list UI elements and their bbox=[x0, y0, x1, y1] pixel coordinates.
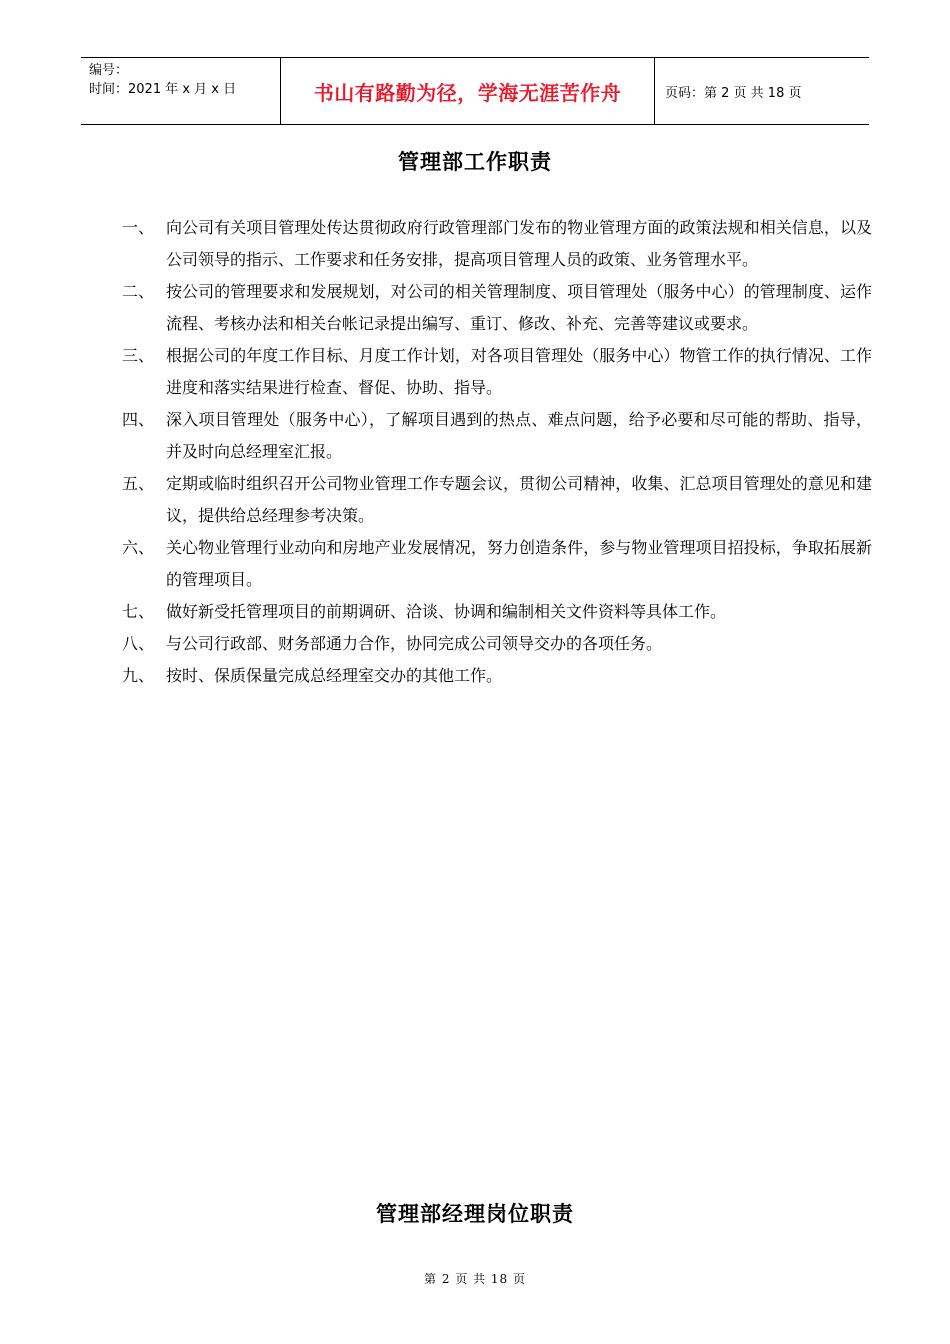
list-item bbox=[122, 596, 872, 628]
list-item-number: 三、 bbox=[122, 346, 155, 365]
document-time-label: 时间：2021 年 x 月 x 日 bbox=[89, 82, 237, 97]
list-item bbox=[122, 468, 872, 532]
list-item-text: 关心物业管理行业动向和房地产业发展情况，努力创造条件，参与物业管理项目招投标，争取拓展新的管理项目。 bbox=[166, 538, 872, 589]
list-item bbox=[122, 212, 872, 276]
document-header bbox=[81, 57, 869, 125]
list-item-number: 五、 bbox=[122, 474, 155, 493]
list-item-number: 七、 bbox=[122, 602, 155, 621]
list-item bbox=[122, 532, 872, 596]
list-item bbox=[122, 340, 872, 404]
page-footer: 第 2 页 共 18 页 bbox=[424, 1272, 526, 1286]
list-item-number: 四、 bbox=[122, 410, 155, 429]
list-item bbox=[122, 276, 872, 340]
list-item-text: 根据公司的年度工作目标、月度工作计划，对各项目管理处（服务中心）物管工作的执行情况、工作进度和落实结果进行检查、督促、协助、指导。 bbox=[166, 346, 872, 397]
list-item-number: 二、 bbox=[122, 282, 155, 301]
list-item-number: 六、 bbox=[122, 538, 155, 557]
list-item-number: 一、 bbox=[122, 218, 155, 237]
list-item-text: 定期或临时组织召开公司物业管理工作专题会议，贯彻公司精神，收集、汇总项目管理处的意见和建议，提供给总经理参考决策。 bbox=[166, 474, 872, 525]
header-meta-cell bbox=[81, 58, 281, 124]
list-item-text: 做好新受托管理项目的前期调研、洽谈、协调和编制相关文件资料等具体工作。 bbox=[166, 602, 727, 621]
section-title-work-duties: 管理部工作职责 bbox=[398, 150, 552, 174]
section-title-manager-duties: 管理部经理岗位职责 bbox=[376, 1202, 574, 1226]
list-item bbox=[122, 404, 872, 468]
duties-list bbox=[122, 212, 872, 692]
list-item bbox=[122, 628, 872, 660]
list-item-text: 深入项目管理处（服务中心），了解项目遇到的热点、难点问题，给予必要和尽可能的帮助、指导，并及时向总经理室汇报。 bbox=[166, 410, 872, 461]
header-page-label: 页码：第 2 页 共 18 页 bbox=[665, 85, 802, 101]
list-item-text: 向公司有关项目管理处传达贯彻政府行政管理部门发布的物业管理方面的政策法规和相关信息，以及公司领导的指示、工作要求和任务安排，提高项目管理人员的政策、业务管理水平。 bbox=[166, 218, 872, 269]
list-item bbox=[122, 660, 872, 692]
list-item-number: 八、 bbox=[122, 634, 155, 653]
header-motto: 书山有路勤为径，学海无涯苦作舟 bbox=[281, 58, 655, 124]
list-item-text: 按时、保质保量完成总经理室交办的其他工作。 bbox=[166, 666, 503, 685]
list-item-text: 与公司行政部、财务部通力合作，协同完成公司领导交办的各项任务。 bbox=[166, 634, 663, 653]
document-number-label: 编号： bbox=[89, 63, 129, 78]
list-item-number: 九、 bbox=[122, 666, 155, 685]
list-item-text: 按公司的管理要求和发展规划，对公司的相关管理制度、项目管理处（服务中心）的管理制度、运作流程、考核办法和相关台帐记录提出编写、重订、修改、补充、完善等建议或要求。 bbox=[166, 282, 872, 333]
